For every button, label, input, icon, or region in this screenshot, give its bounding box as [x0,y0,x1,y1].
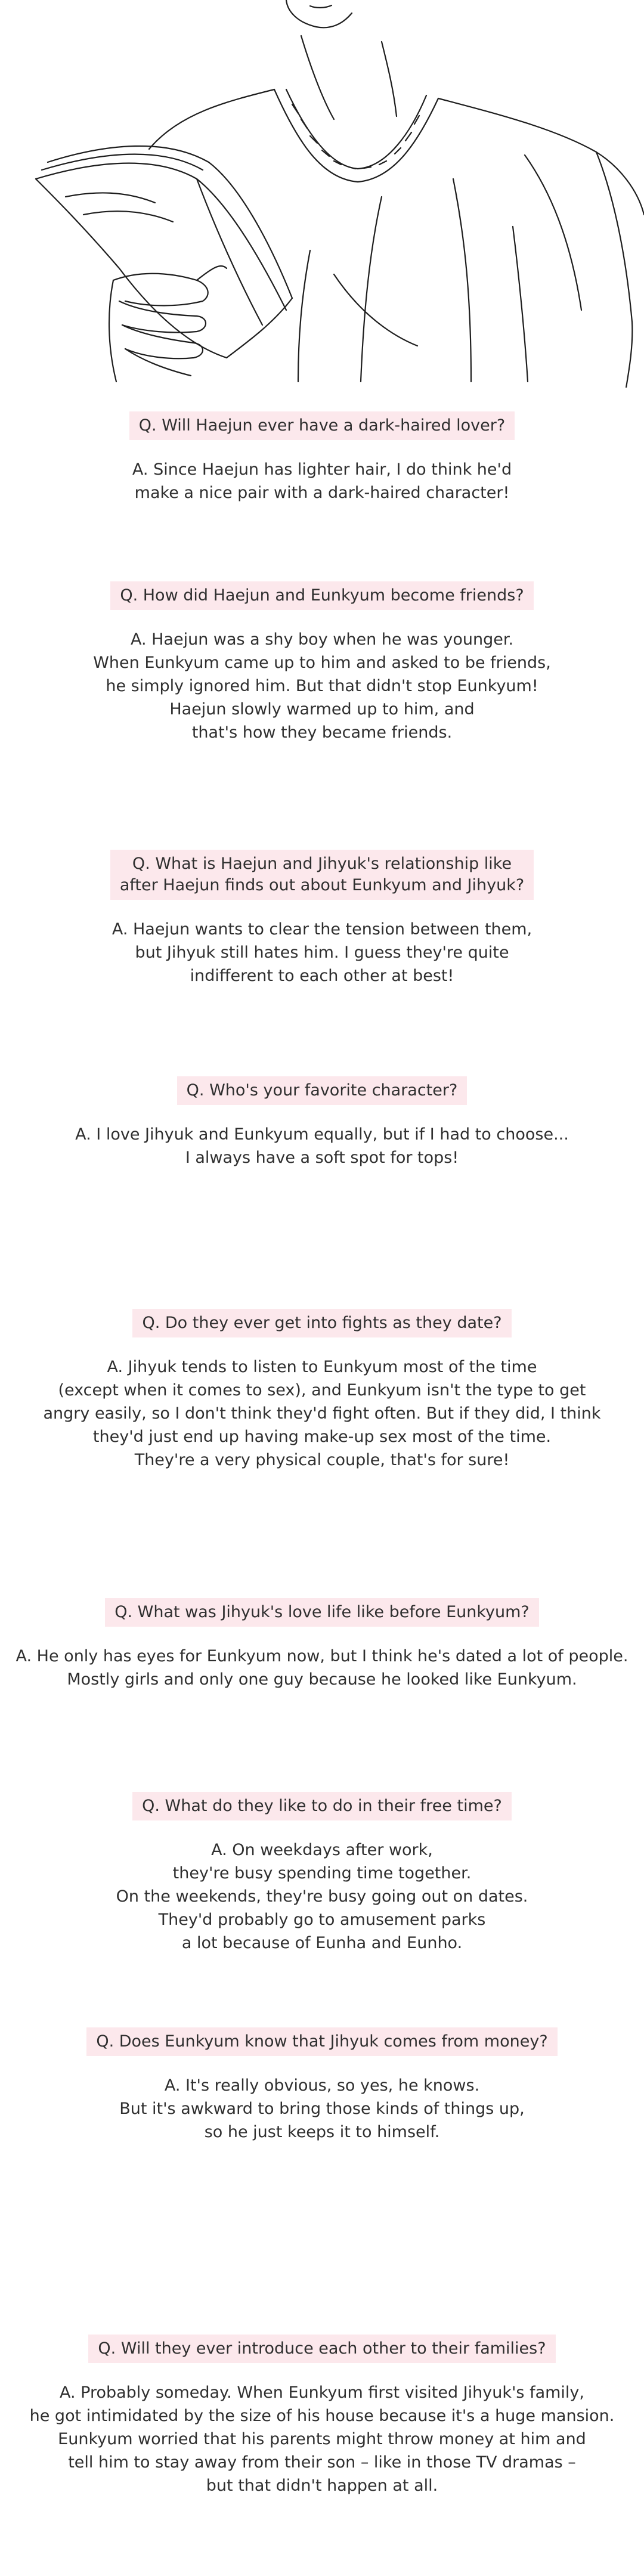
question: Q. What do they like to do in their free time? [132,1792,512,1820]
qa-item [0,1792,644,1955]
question: Q. What is Haejun and Jihyuk's relationship like after Haejun finds out about Eunkyum and Jihyuk? [110,850,534,900]
question: Q. Who's your favorite character? [177,1076,467,1105]
answer: A. Haejun wants to clear the tension between them, but Jihyuk still hates him. I guess they're quite indifferent to each other at best! [112,920,532,985]
qa-item [0,1076,644,1169]
answer: A. He only has eyes for Eunkyum now, but I think he's dated a lot of people. Mostly girls and only one guy because he looked like Eunkyum. [16,1647,628,1689]
question: Q. What was Jihyuk's love life like before Eunkyum? [105,1598,539,1627]
qa-item [0,411,644,504]
answer: A. On weekdays after work, they're busy spending time together. On the weekends, they're busy going out on dates. They'd probably go to amusement parks a lot because of Eunha and Eunho. [116,1841,528,1952]
answer: A. I love Jihyuk and Eunkyum equally, but if I had to choose... I always have a soft spot for tops! [75,1125,569,1167]
qa-item [0,2027,644,2144]
qa-item [0,2334,644,2497]
qa-item [0,1309,644,1472]
answer: A. Probably someday. When Eunkyum first visited Jihyuk's family, he got intimidated by the size of his house because it's a huge mansion. Eunkyum worried that his parents might throw money at him and tell him to stay away from their son – like in those TV dramas – but that didn't happen at all. [29,2383,615,2495]
question: Q. Will they ever introduce each other to their families? [88,2334,555,2363]
answer: A. Jihyuk tends to listen to Eunkyum most of the time (except when it comes to sex), and Eunkyum isn't the type to get angry easily, so I don't think they'd fight often. But if they did, I think they'd just end up having make-up sex most of the time. They're a very physical couple, that's for sure! [43,1358,601,1469]
reading-figure-illustration [0,0,644,388]
question: Q. How did Haejun and Eunkyum become friends? [110,581,533,610]
answer: A. It's really obvious, so yes, he knows. But it's awkward to bring those kinds of things up, so he just keeps it to himself. [119,2076,525,2141]
answer: A. Since Haejun has lighter hair, I do think he'd make a nice pair with a dark-haired character! [132,460,512,502]
question: Q. Will Haejun ever have a dark-haired lover? [129,411,515,440]
qa-item [0,850,644,987]
answer: A. Haejun was a shy boy when he was younger. When Eunkyum came up to him and asked to be friends, he simply ignored him. But that didn't stop Eunkyum! Haejun slowly warmed up to him, and that's how they became friends. [93,630,551,742]
question: Q. Do they ever get into fights as they date? [132,1309,511,1337]
qa-item [0,581,644,744]
qa-item [0,1598,644,1691]
question: Q. Does Eunkyum know that Jihyuk comes from money? [86,2027,557,2056]
